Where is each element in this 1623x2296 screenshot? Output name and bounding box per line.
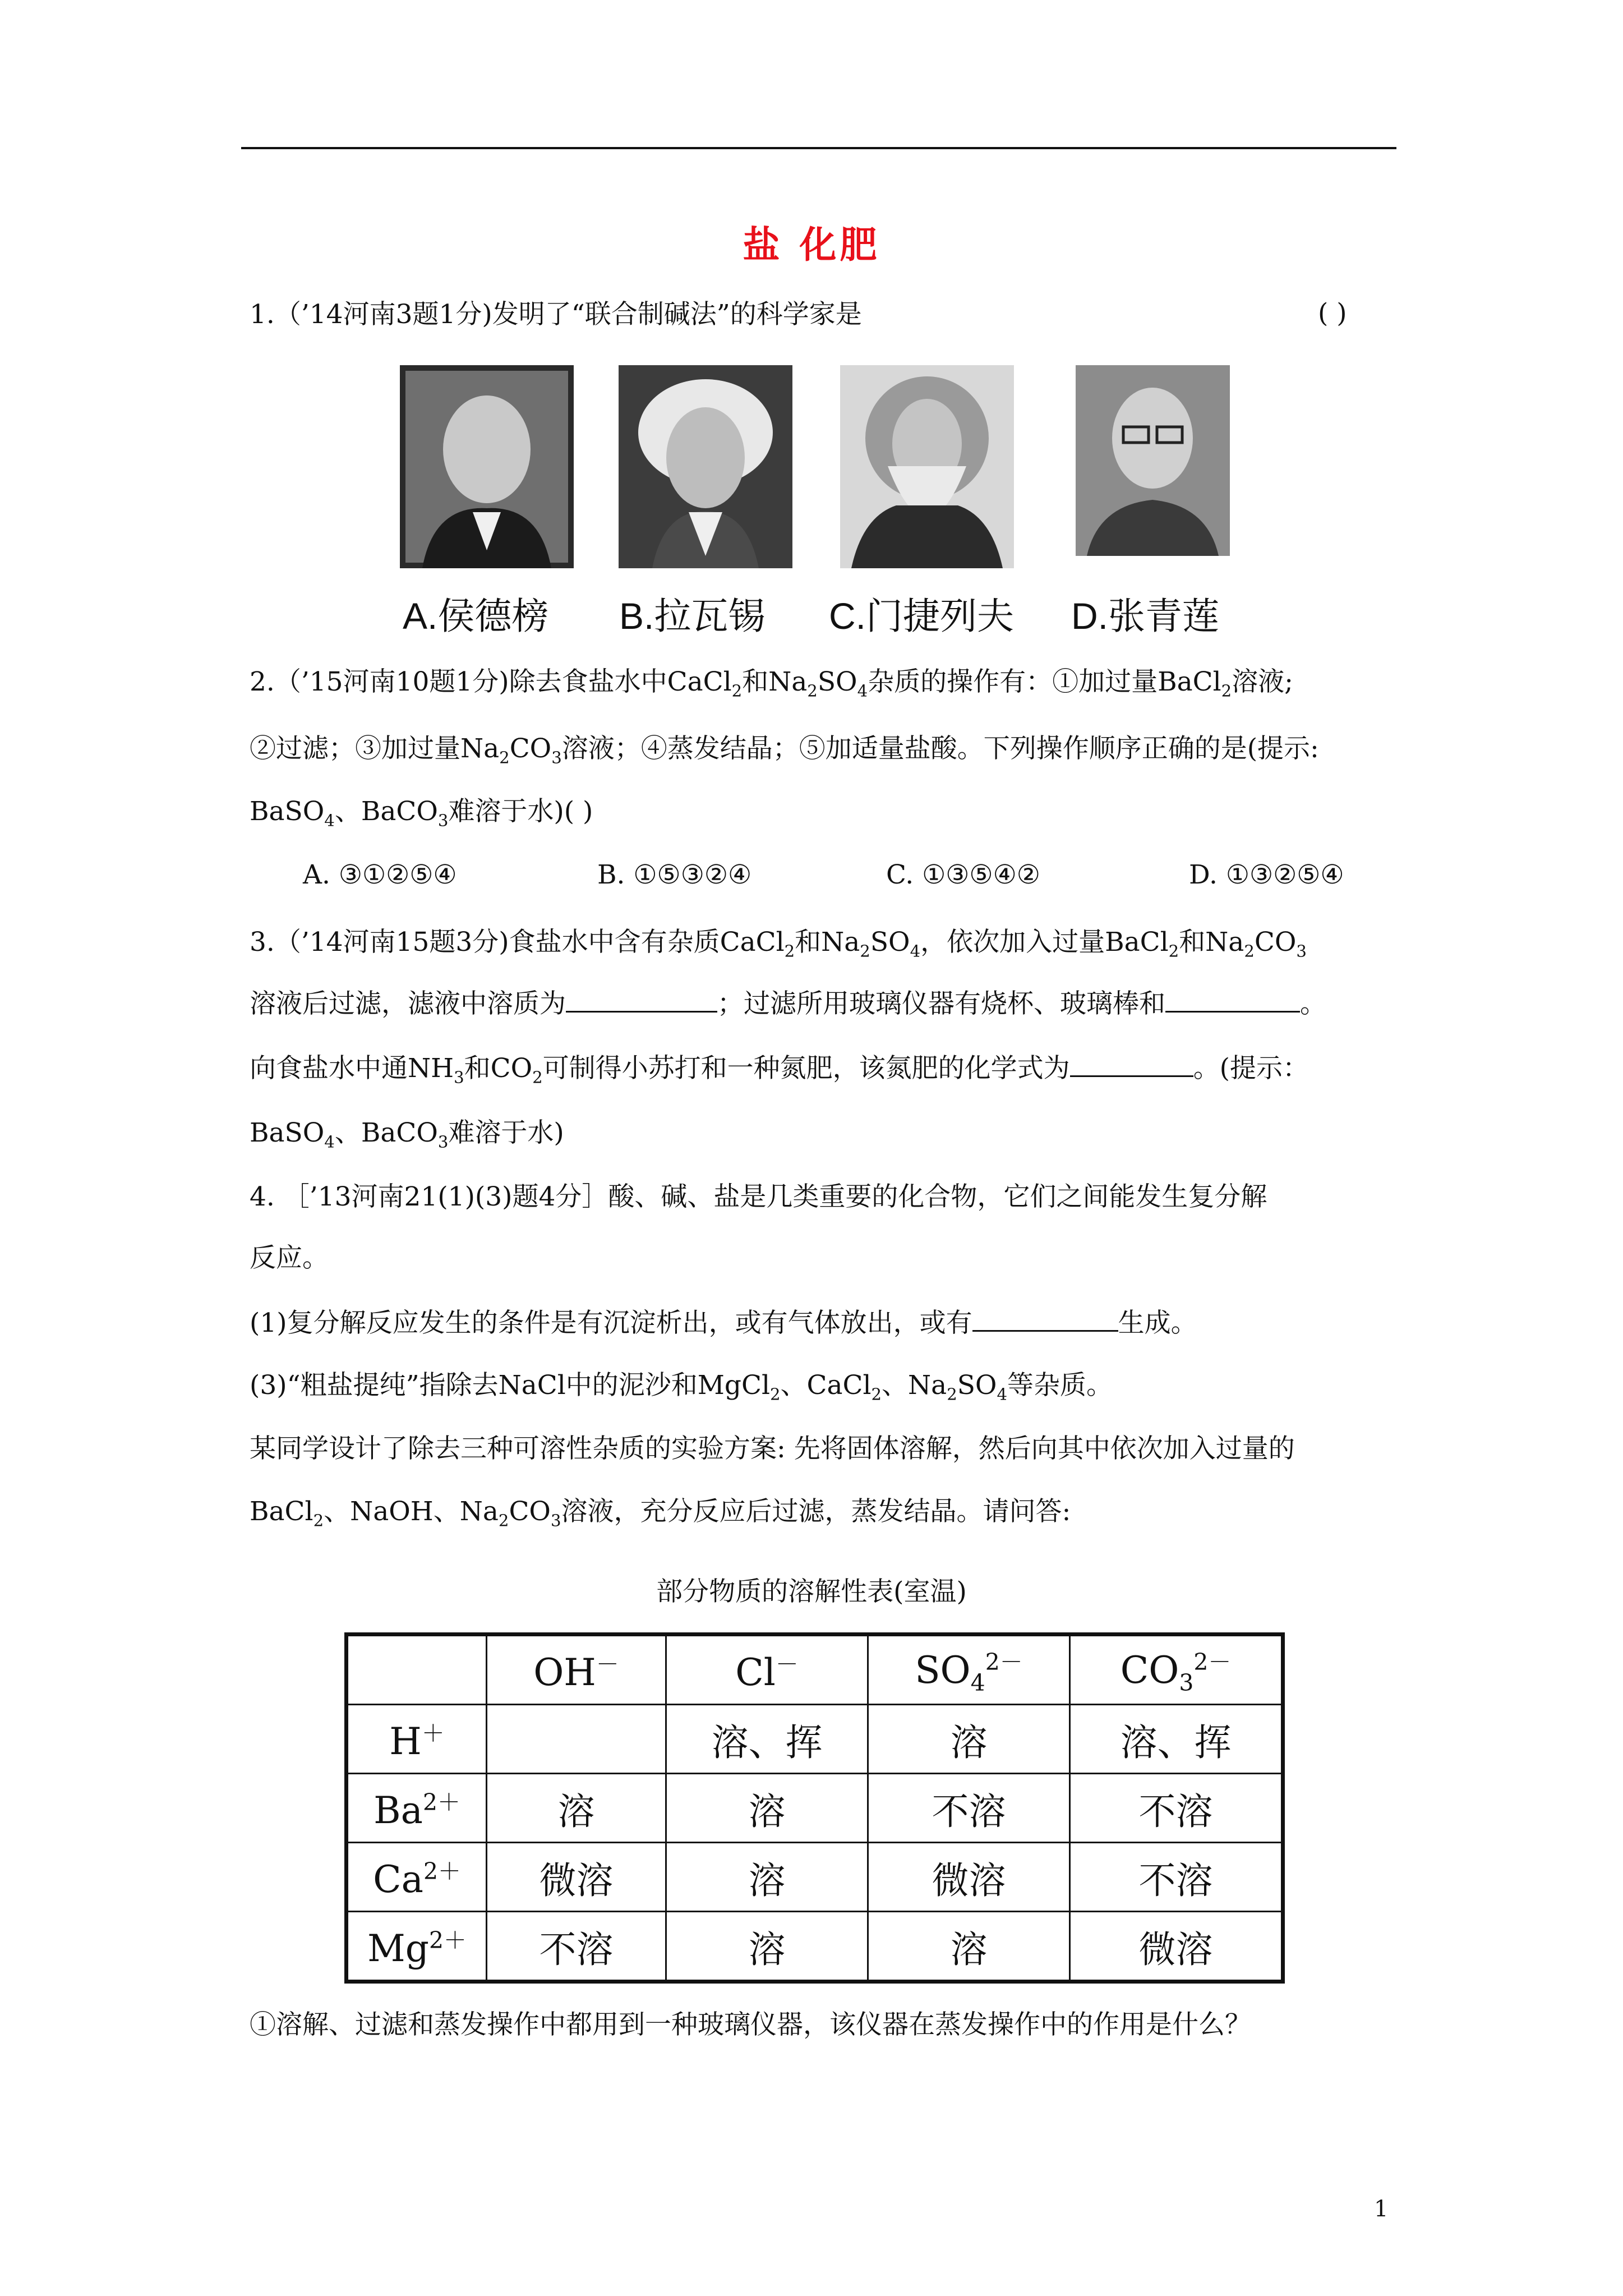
table-row xyxy=(347,1774,1283,1843)
table-cell: 溶 xyxy=(868,1912,1070,1982)
page-title: 盐 化肥 xyxy=(743,223,880,266)
table-cell: 微溶 xyxy=(1070,1912,1283,1982)
solubility-table xyxy=(344,1632,1285,1984)
table-corner-cell xyxy=(347,1635,487,1705)
question-2-line-1: 2.（’15河南10题1分)除去食盐水中CaCl$_2$和$Na_2SO_4$杂质的操作有：①加过量BaCl$_2$溶液; xyxy=(250,666,1294,701)
table-cell: 溶、挥 xyxy=(1070,1705,1283,1774)
header-rule xyxy=(241,147,1396,149)
question-2-line-3: BaSO$_4$、BaCO$_3$难溶于水)( ) xyxy=(250,796,593,830)
table-header-row xyxy=(347,1635,1283,1705)
table-cell xyxy=(487,1705,666,1774)
table-cell: 溶、挥 xyxy=(666,1705,868,1774)
question-3-line-2: 溶液后过滤，滤液中溶质为 ；过滤所用玻璃仪器有烧杯、玻璃棒和 。 xyxy=(250,988,1326,1019)
table-cell: 不溶 xyxy=(1070,1774,1283,1843)
table-cell: 微溶 xyxy=(868,1843,1070,1912)
question-3-line-4: BaSO$_4$、BaCO$_3$难溶于水) xyxy=(250,1117,564,1152)
anion-header: Cl－ xyxy=(666,1635,868,1705)
cation-header: $Ba^{2+}$ xyxy=(347,1774,487,1843)
option-c: C. ①③⑤④② xyxy=(886,859,1040,890)
table-cell: 不溶 xyxy=(868,1774,1070,1843)
question-3-line-3: 向食盐水中通$NH_3$和$CO_2$可制得小苏打和一种氮肥，该氮肥的化学式为 。(提示： xyxy=(250,1053,1310,1087)
question-4-line-5: 某同学设计了除去三种可溶性杂质的实验方案: 先将固体溶解，然后向其中依次加入过量的 xyxy=(250,1433,1295,1464)
question-2-line-2: ②过滤；③加过量$Na_2CO_3$溶液；④蒸发结晶；⑤加适量盐酸。下列操作顺序正确的是(提示: xyxy=(250,733,1319,767)
caption-d: D.张青莲 xyxy=(1071,595,1219,637)
answer-blank[interactable] xyxy=(972,1308,1118,1332)
anion-header: $CO_3^{2-}$ xyxy=(1070,1635,1283,1705)
question-4-line-3: (1)复分解反应发生的条件是有沉淀析出，或有气体放出，或有 生成。 xyxy=(250,1308,1197,1338)
question-1-text: 1.（’14河南3题1分)发明了“联合制碱法”的科学家是 xyxy=(250,299,862,330)
option-d: D. ①③②⑤④ xyxy=(1189,859,1344,890)
cation-header: $Ca^{2+}$ xyxy=(347,1843,487,1912)
cation-header: H＋ xyxy=(347,1705,487,1774)
question-4-line-6: BaCl$_2$、NaOH、$Na_2CO_3$溶液，充分反应后过滤，蒸发结晶。请问答: xyxy=(250,1496,1071,1530)
option-a: A. ③①②⑤④ xyxy=(303,859,457,890)
table-cell: 不溶 xyxy=(1070,1843,1283,1912)
caption-b: B.拉瓦锡 xyxy=(619,595,766,637)
table-row xyxy=(347,1705,1283,1774)
question-4-last-line: ①溶解、过滤和蒸发操作中都用到一种玻璃仪器，该仪器在蒸发操作中的作用是什么？ xyxy=(250,2009,1251,2040)
answer-blank[interactable] xyxy=(1165,988,1300,1013)
option-b: B. ①⑤③②④ xyxy=(597,859,752,890)
page-number: 1 xyxy=(1374,2196,1389,2222)
question-3-line-1: 3.（’14河南15题3分)食盐水中含有杂质CaCl$_2$和$Na_2SO_4$，依次加入过量BaCl$_2$和$Na_2CO_3$ xyxy=(250,927,1307,961)
table-cell: 微溶 xyxy=(487,1843,666,1912)
table-cell: 溶 xyxy=(666,1843,868,1912)
table-row xyxy=(347,1843,1283,1912)
portrait-d xyxy=(1076,365,1249,568)
question-4-line-1: 4. ［’13河南21(1)(3)题4分］酸、碱、盐是几类重要的化合物，它们之间能发生复分解 xyxy=(250,1181,1267,1212)
caption-c: C.门捷列夫 xyxy=(829,595,1014,637)
table-row xyxy=(347,1912,1283,1982)
anion-header: OH－ xyxy=(487,1635,666,1705)
table-cell: 溶 xyxy=(868,1705,1070,1774)
question-4-line-2: 反应。 xyxy=(250,1243,329,1273)
anion-header: $SO_4^{2-}$ xyxy=(868,1635,1070,1705)
question-4-line-4: (3)“粗盐提纯”指除去NaCl中的泥沙和MgCl$_2$、CaCl$_2$、$Na_2SO_4$等杂质。 xyxy=(250,1370,1113,1404)
portrait-b xyxy=(619,365,792,568)
cation-header: $Mg^{2+}$ xyxy=(347,1912,487,1982)
portrait-c xyxy=(840,365,1014,568)
answer-blank[interactable] xyxy=(1070,1053,1193,1077)
table-cell: 不溶 xyxy=(487,1912,666,1982)
table-cell: 溶 xyxy=(666,1774,868,1843)
answer-blank[interactable] xyxy=(566,988,717,1013)
portrait-a xyxy=(400,365,574,568)
table-cell: 溶 xyxy=(666,1912,868,1982)
answer-paren: ( ) xyxy=(1318,298,1347,329)
table-cell: 溶 xyxy=(487,1774,666,1843)
table-caption: 部分物质的溶解性表(室温) xyxy=(656,1576,967,1607)
caption-a: A.侯德榜 xyxy=(403,595,549,637)
